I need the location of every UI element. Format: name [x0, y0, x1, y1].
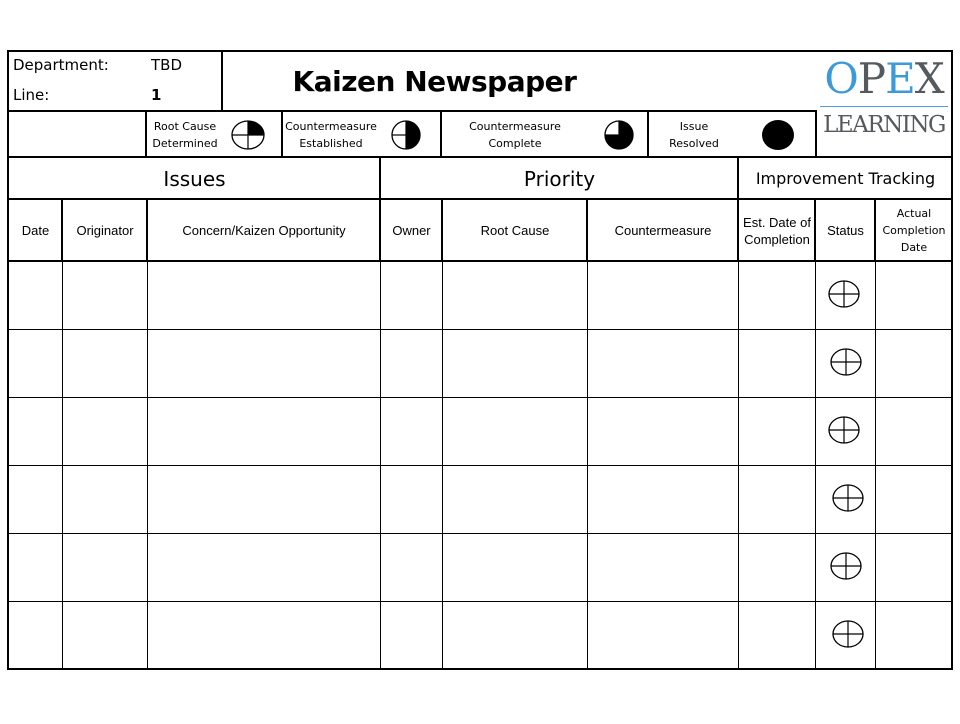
legend-label-line2: Established: [299, 136, 363, 150]
half-filled-circle-icon: [391, 120, 421, 150]
empty-status-circle-icon[interactable]: [828, 280, 860, 312]
department-label: Department:: [13, 56, 109, 74]
cell-owner[interactable]: [381, 262, 442, 329]
cell-countermeasure[interactable]: [588, 330, 738, 397]
cell-actual-date[interactable]: [876, 330, 952, 397]
logo-letter: P: [857, 54, 886, 103]
cell-status[interactable]: [816, 262, 875, 329]
column-header-actual-line2: Completion: [882, 224, 946, 237]
cell-concern[interactable]: [148, 534, 380, 601]
legend-issue-resolved: [649, 112, 815, 157]
cell-date[interactable]: [9, 330, 62, 397]
cell-root-cause[interactable]: [443, 534, 587, 601]
column-header-originator: Originator: [76, 223, 134, 238]
cell-countermeasure[interactable]: [588, 262, 738, 329]
page-title: Kaizen Newspaper: [292, 65, 577, 98]
empty-status-circle-icon[interactable]: [830, 348, 862, 380]
cell-originator[interactable]: [63, 534, 147, 601]
line-value[interactable]: 1: [151, 86, 162, 104]
legend-label-line2: Determined: [152, 136, 218, 150]
legend-label-line1: Root Cause: [153, 119, 217, 133]
cell-countermeasure[interactable]: [588, 602, 738, 669]
logo-letter: E: [885, 54, 915, 103]
column-header-countermeasure: Countermeasure: [614, 223, 712, 238]
cell-concern[interactable]: [148, 262, 380, 329]
logo-subtitle: LEARNING: [823, 112, 945, 138]
cell-est-date[interactable]: [739, 330, 815, 397]
logo-letter: O: [824, 54, 858, 103]
cell-owner[interactable]: [381, 398, 442, 465]
cell-root-cause[interactable]: [443, 466, 587, 533]
column-header-est-date: [739, 200, 815, 261]
cell-status[interactable]: [816, 534, 875, 601]
legend-label-line1: Countermeasure: [469, 119, 561, 133]
cell-owner[interactable]: [381, 602, 442, 669]
column-header-actual-line1: Actual: [896, 207, 932, 220]
cell-concern[interactable]: [148, 330, 380, 397]
column-header-owner: Owner: [392, 223, 431, 238]
cell-root-cause[interactable]: [443, 262, 587, 329]
cell-countermeasure[interactable]: [588, 534, 738, 601]
cell-date[interactable]: [9, 398, 62, 465]
column-header-date: Date: [21, 223, 50, 238]
cell-actual-date[interactable]: [876, 602, 952, 669]
cell-est-date[interactable]: [739, 398, 815, 465]
cell-originator[interactable]: [63, 602, 147, 669]
cell-date[interactable]: [9, 602, 62, 669]
legend-countermeasure-established: [283, 112, 441, 157]
column-header-est-date-line2: Completion: [744, 231, 810, 247]
column-header-root-cause: Root Cause: [480, 223, 550, 238]
section-priority: Priority: [523, 166, 596, 191]
empty-status-circle-icon[interactable]: [832, 620, 864, 652]
legend-countermeasure-complete: [442, 112, 648, 157]
legend-label-line2: Resolved: [669, 136, 719, 150]
cell-status[interactable]: [816, 330, 875, 397]
column-header-actual-line3: Date: [900, 241, 928, 254]
empty-status-circle-icon[interactable]: [828, 416, 860, 448]
cell-status[interactable]: [816, 398, 875, 465]
cell-concern[interactable]: [148, 602, 380, 669]
legend-label-line1: Countermeasure: [285, 119, 377, 133]
cell-originator[interactable]: [63, 330, 147, 397]
cell-concern[interactable]: [148, 398, 380, 465]
line-label: Line:: [13, 86, 50, 104]
cell-date[interactable]: [9, 466, 62, 533]
cell-countermeasure[interactable]: [588, 466, 738, 533]
cell-actual-date[interactable]: [876, 466, 952, 533]
column-header-status: Status: [827, 223, 864, 238]
cell-actual-date[interactable]: [876, 398, 952, 465]
cell-est-date[interactable]: [739, 262, 815, 329]
logo-opex-text: [820, 54, 948, 103]
cell-est-date[interactable]: [739, 534, 815, 601]
cell-actual-date[interactable]: [876, 534, 952, 601]
column-header-concern: Concern/Kaizen Opportunity: [182, 223, 346, 238]
full-filled-circle-icon: [761, 119, 795, 151]
legend-label-line2: Complete: [488, 136, 542, 150]
cell-est-date[interactable]: [739, 466, 815, 533]
three-quarter-filled-circle-icon: [604, 120, 634, 150]
section-improvement-tracking: Improvement Tracking: [755, 169, 936, 188]
cell-owner[interactable]: [381, 534, 442, 601]
column-header-est-date-line1: Est. Date of: [743, 214, 811, 230]
legend-label-line1: Issue: [679, 119, 709, 133]
department-value[interactable]: TBD: [151, 56, 183, 74]
cell-owner[interactable]: [381, 330, 442, 397]
cell-countermeasure[interactable]: [588, 398, 738, 465]
section-issues: Issues: [163, 166, 226, 191]
opex-learning-logo: [816, 52, 952, 156]
cell-owner[interactable]: [381, 466, 442, 533]
cell-root-cause[interactable]: [443, 330, 587, 397]
cell-concern[interactable]: [148, 466, 380, 533]
cell-est-date[interactable]: [739, 602, 815, 669]
cell-originator[interactable]: [63, 466, 147, 533]
cell-root-cause[interactable]: [443, 602, 587, 669]
logo-letter: X: [914, 54, 944, 103]
empty-status-circle-icon[interactable]: [830, 552, 862, 584]
cell-date[interactable]: [9, 262, 62, 329]
cell-root-cause[interactable]: [443, 398, 587, 465]
column-header-actual-date: [876, 200, 952, 261]
logo-underline: [820, 106, 948, 107]
cell-status[interactable]: [816, 466, 875, 533]
cell-date[interactable]: [9, 534, 62, 601]
empty-status-circle-icon[interactable]: [832, 484, 864, 516]
legend-root-cause-determined: [147, 112, 281, 157]
cell-status[interactable]: [816, 602, 875, 669]
cell-actual-date[interactable]: [876, 262, 952, 329]
quarter-filled-circle-icon: [231, 120, 265, 150]
cell-originator[interactable]: [63, 262, 147, 329]
cell-originator[interactable]: [63, 398, 147, 465]
